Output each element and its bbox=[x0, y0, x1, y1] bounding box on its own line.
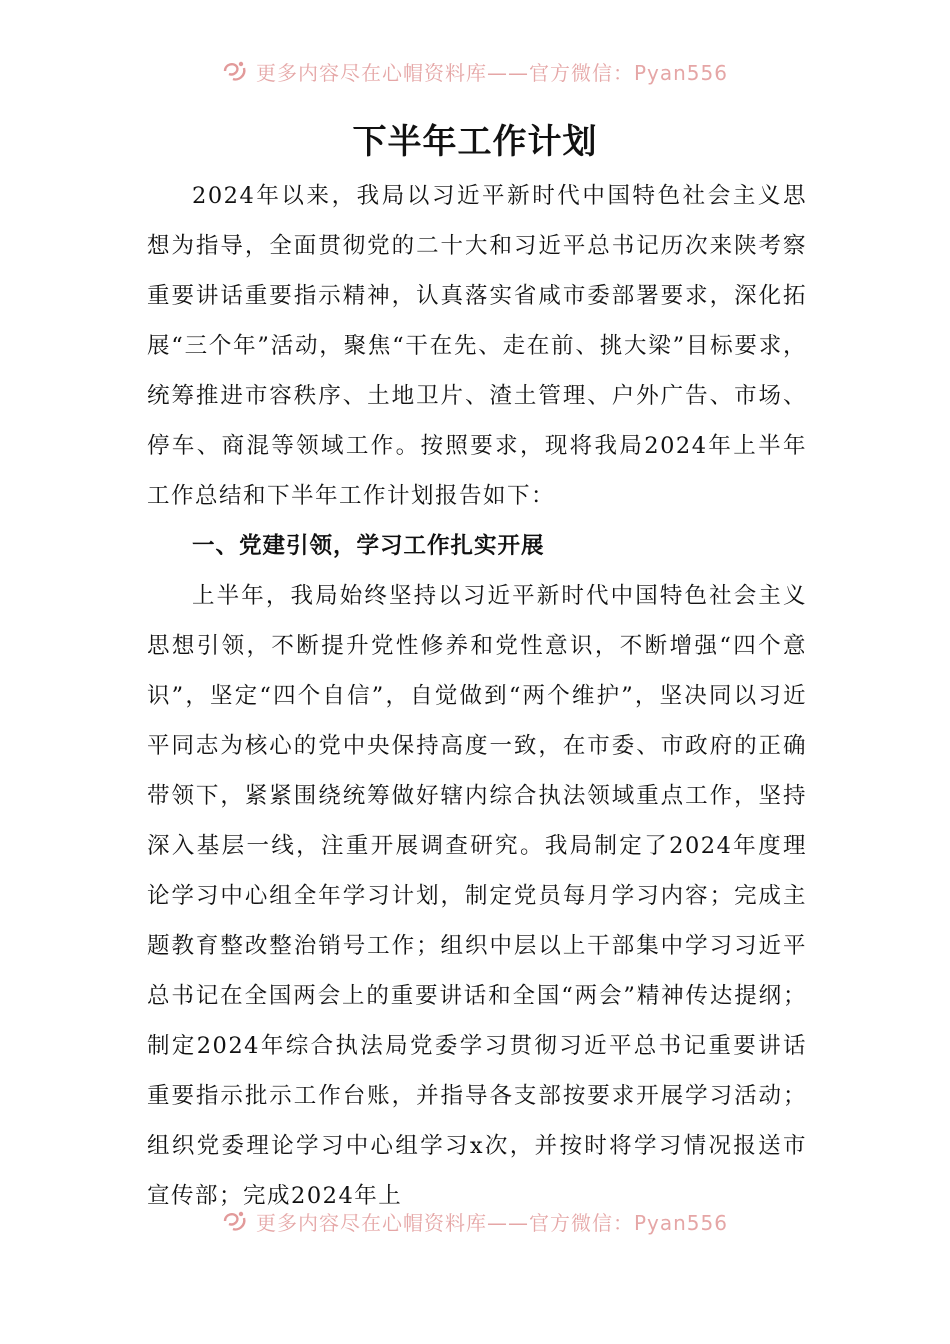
section-heading: 一、党建引领，学习工作扎实开展 bbox=[192, 533, 545, 559]
watermark-top bbox=[0, 56, 950, 86]
watermark-text: 更多内容尽在心帽资料库——官方微信：Pyan556 bbox=[255, 60, 728, 85]
watermark-logo-icon bbox=[222, 59, 248, 83]
document-body bbox=[147, 171, 807, 1221]
section-paragraph: 上半年，我局始终坚持以习近平新时代中国特色社会主义思想引领，不断提升党性修养和党性意识，不断增强“四个意识”，坚定“四个自信”，自觉做到“两个维护”，坚决同以习近平同志为核心的党中央保持高度一致，在市委、市政府的正确带领下，紧紧围绕统筹做好辖内综合执法领域重点工作，坚持深入基层一线，注重开展调查研究。我局制定了2024年度理论学习中心组全年学习计划，制定党员每月学习内容；完成主题教育整改整治销号工作；组织中层以上干部集中学习习近平总书记在全国两会上的重要讲话和全国“两会”精神传达提纲；制定2024年综合执法局党委学习贯彻习近平总书记重要讲话重要指示批示工作台账，并指导各支部按要求开展学习活动；组织党委理论学习中心组学习x次，并按时将学习情况报送市宣传部；完成2024年上 bbox=[147, 583, 807, 1209]
watermark-logo-icon bbox=[222, 1209, 248, 1233]
intro-paragraph: 2024年以来，我局以习近平新时代中国特色社会主义思想为指导，全面贯彻党的二十大和习近平总书记历次来陕考察重要讲话重要指示精神，认真落实省咸市委部署要求，深化拓展“三个年”活动，聚焦“干在先、走在前、挑大梁”目标要求，统筹推进市容秩序、土地卫片、渣土管理、户外广告、市场、停车、商混等领域工作。按照要求，现将我局2024年上半年工作总结和下半年工作计划报告如下： bbox=[147, 183, 807, 509]
watermark-text: 更多内容尽在心帽资料库——官方微信：Pyan556 bbox=[255, 1210, 728, 1235]
document-title: 下半年工作计划 bbox=[352, 122, 598, 162]
watermark-bottom bbox=[0, 1206, 950, 1236]
